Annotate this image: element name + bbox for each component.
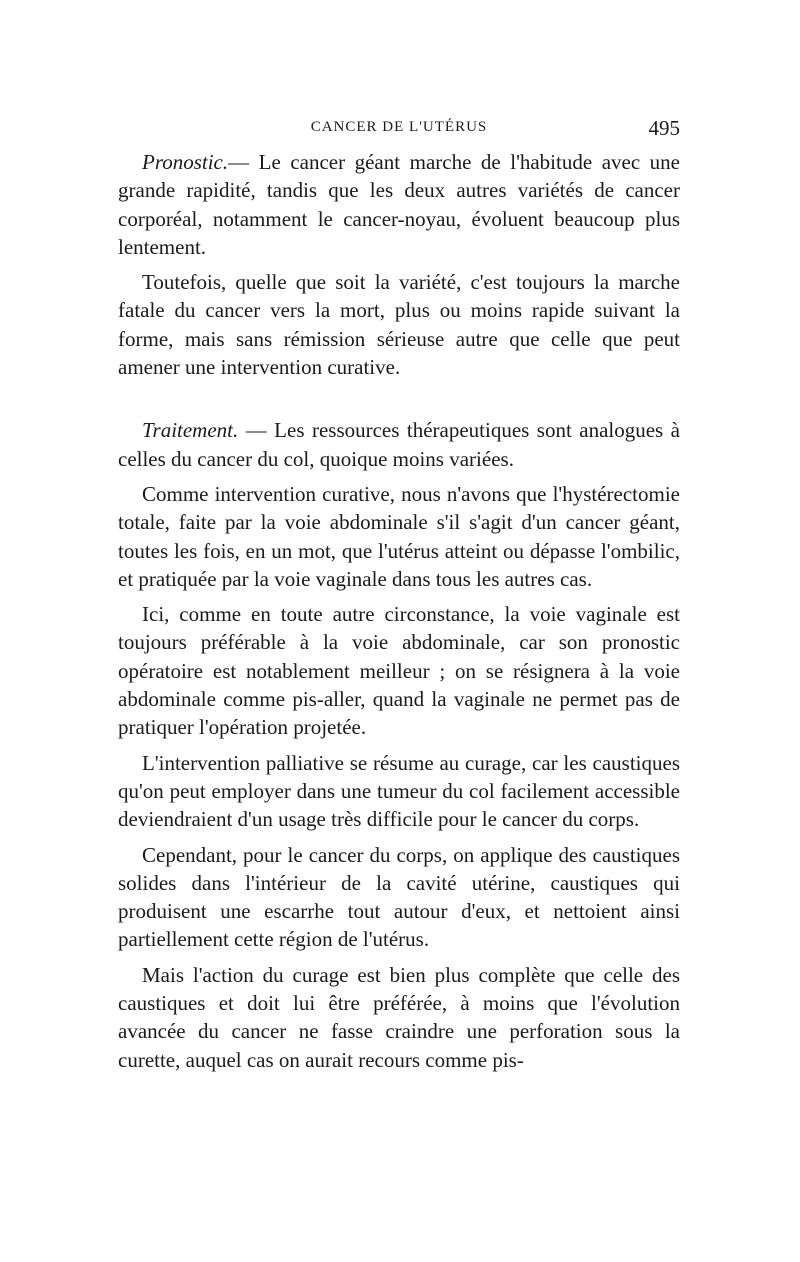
paragraph-text: — Les ressources thérapeutiques sont analogues à celles du cancer du col, quoique moins variées. — [118, 418, 680, 471]
paragraph-text: L'intervention palliative se résume au curage, car les caustiques qu'on peut employer dans une tumeur du col facilement accessible deviendraient d'un usage très difficile pour le cancer du corps. — [118, 750, 680, 832]
paragraph — [118, 480, 680, 593]
paragraph — [118, 268, 680, 381]
section-lead-pronostic: Pronostic. — [142, 150, 229, 174]
section-lead-traitement: Traitement. — [142, 418, 239, 443]
paragraph-text: — Le cancer géant marche de l'habitude avec une grande rapidité, tandis que les deux autres variétés de cancer corporéal, notamment le cancer-noyau, évoluent beaucoup plus lentement. — [118, 150, 680, 259]
paragraph-traitement — [118, 416, 680, 473]
paragraph — [118, 841, 680, 954]
paragraph-text: Comme intervention curative, nous n'avons que l'hystérectomie totale, faite par la voie abdominale s'il s'agit d'un cancer géant, toutes les fois, en un mot, que l'utérus atteint ou dépasse l'ombilic, et pratiquée par la voie vaginale dans tous les autres cas. — [118, 481, 680, 591]
paragraph-text: Toutefois, quelle que soit la variété, c'est toujours la marche fatale du cancer vers la mort, plus ou moins rapide suivant la forme, mais sans rémission sérieuse autre que celle que peut amener une intervention curative. — [118, 270, 680, 380]
paragraph — [118, 600, 680, 741]
paragraph — [118, 749, 680, 834]
body-text — [118, 148, 680, 1074]
paragraph — [118, 961, 680, 1074]
paragraph-text: Mais l'action du curage est bien plus complète que celle des caustiques et doit lui être préférée, à moins que l'évolution avancée du cancer ne fasse craindre une perforation sous la curette, auquel cas on aurait recours comme pis- — [118, 962, 680, 1072]
paragraph-text: Cependant, pour le cancer du corps, on applique des caustiques solides dans l'intérieur de la cavité utérine, caustiques qui produisent une escarrhe tout autour d'eux, et nettoient ainsi partiellement cette région de l'utérus. — [118, 842, 680, 952]
page-header — [118, 116, 680, 140]
running-title: CANCER DE L'UTÉRUS — [310, 119, 488, 135]
page-number: 495 — [648, 116, 680, 140]
paragraph-text: Ici, comme en toute autre circonstance, la voie vaginale est toujours préférable à la voie abdominale, car son pronostic opératoire est notablement meilleur ; on se résignera à la voie abdominale comme pis-aller, quand la vaginale ne permet pas de pratiquer l'opération projetée. — [118, 602, 680, 740]
paragraph-pronostic — [118, 148, 680, 261]
